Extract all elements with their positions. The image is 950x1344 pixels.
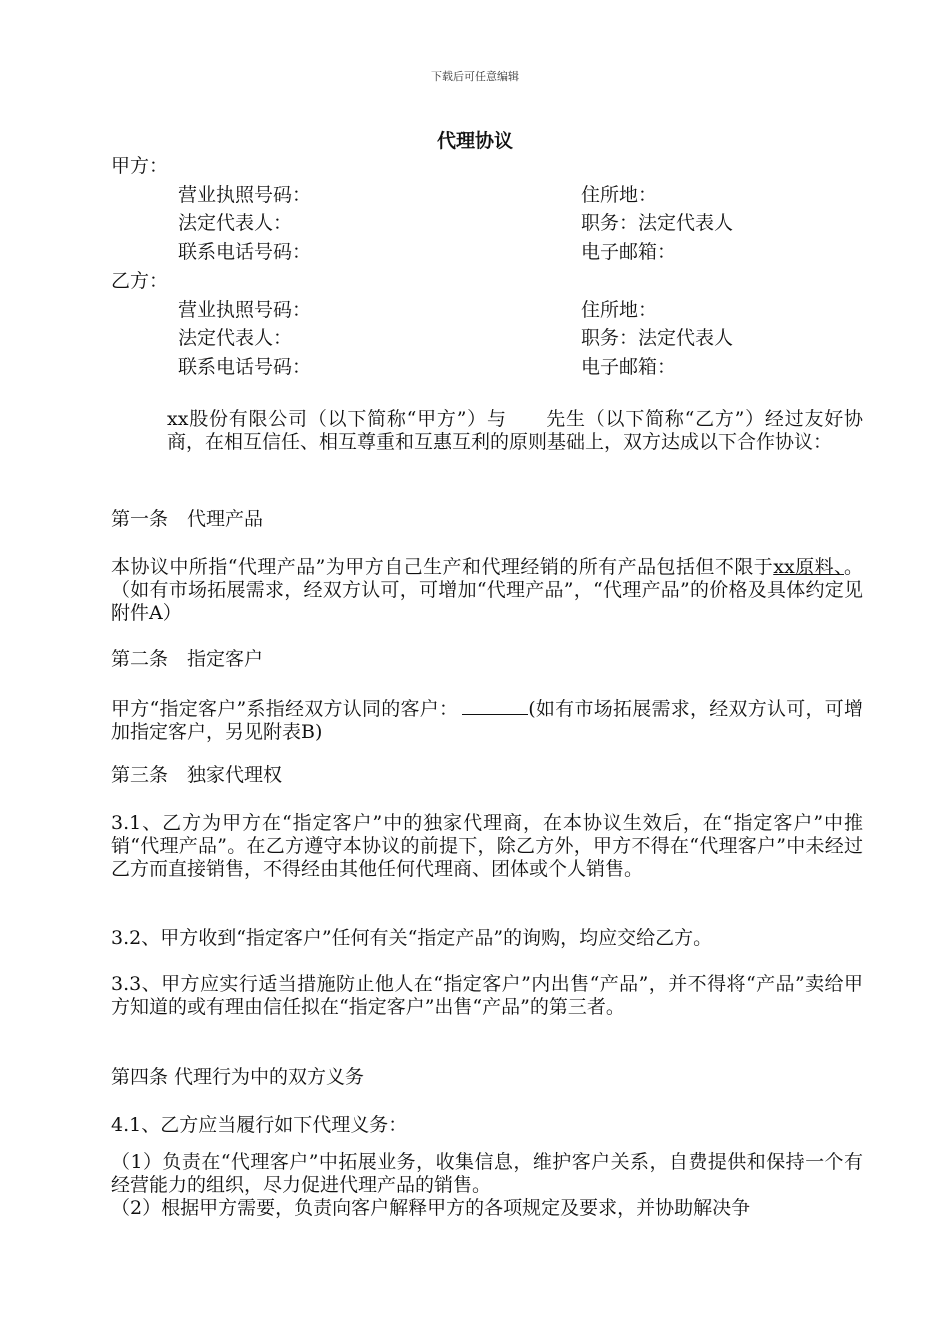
article-4-item-2: （2）根据甲方需要，负责向客户解释甲方的各项规定及要求，并协助解决争 — [111, 1197, 751, 1219]
party-b-license: 营业执照号码： — [178, 299, 312, 321]
article-1-title: 第一条 代理产品 — [111, 508, 264, 530]
party-a-license: 营业执照号码： — [178, 184, 312, 206]
party-b-position: 职务：法定代表人 — [581, 327, 734, 349]
article-4-clause-1: 4.1、乙方应当履行如下代理义务： — [111, 1114, 408, 1136]
article-2-text-b: (如有市场拓展需求，经双方认可，可增加指定客户，另见附表B) — [111, 698, 863, 743]
article-3-clause-1: 3.1、乙方为甲方在“指定客户”中的独家代理商，在本协议生效后，在“指定客户”中推销“代理产品”。在乙方遵守本协议的前提下，除乙方外，甲方不得在“代理客户”中未经过乙方而直接销售，不得经由其他任何代理商、团体或个人销售。 — [111, 812, 863, 880]
article-2-title: 第二条 指定客户 — [111, 648, 264, 670]
article-2-text-a: 甲方“指定客户”系指经双方认同的客户： — [111, 698, 459, 720]
intro-paragraph: xx股份有限公司（以下简称“甲方”）与 先生（以下简称“乙方”）经过友好协商，在相互信任、相互尊重和互惠互利的原则基础上，双方达成以下合作协议： — [167, 408, 863, 453]
article-1-underlined-products: xx原料、 — [773, 556, 844, 578]
party-b-rep: 法定代表人： — [178, 327, 293, 349]
party-a-label: 甲方： — [111, 155, 169, 177]
article-1-text-b: 。（如有市场拓展需求，经双方认可，可增加“代理产品”，“代理产品”的价格及具体约定见附件A） — [111, 556, 863, 624]
party-b-label: 乙方： — [111, 270, 169, 292]
article-4-item-1: （1）负责在“代理客户”中拓展业务，收集信息，维护客户关系，自费提供和保持一个有经营能力的组织，尽力促进代理产品的销售。 — [111, 1151, 863, 1196]
party-a-address: 住所地： — [581, 184, 658, 206]
article-2-text — [111, 696, 863, 744]
article-3-clause-2: 3.2、甲方收到“指定客户”任何有关“指定产品”的询购，均应交给乙方。 — [111, 927, 713, 949]
party-b-email: 电子邮箱： — [581, 356, 677, 378]
party-a-email: 电子邮箱： — [581, 241, 677, 263]
article-3-title: 第三条 独家代理权 — [111, 764, 283, 786]
party-a-rep: 法定代表人： — [178, 212, 293, 234]
article-3-clause-3: 3.3、甲方应实行适当措施防止他人在“指定客户”内出售“产品”，并不得将“产品”卖给甲方知道的或有理由信任拟在“指定客户”出售“产品”的第三者。 — [111, 973, 863, 1018]
document-title: 代理协议 — [436, 130, 513, 152]
fill-in-blank — [462, 696, 528, 715]
party-b-phone: 联系电话号码： — [178, 356, 312, 378]
party-b-address: 住所地： — [581, 299, 658, 321]
article-4-title: 第四条 代理行为中的双方义务 — [111, 1066, 365, 1088]
article-1-text-a: 本协议中所指“代理产品”为甲方自己生产和代理经销的所有产品包括但不限于 — [111, 556, 774, 578]
party-a-position: 职务：法定代表人 — [581, 212, 734, 234]
article-1-text — [111, 556, 863, 625]
party-a-phone: 联系电话号码： — [178, 241, 312, 263]
page-header: 下载后可任意编辑 — [431, 70, 519, 83]
